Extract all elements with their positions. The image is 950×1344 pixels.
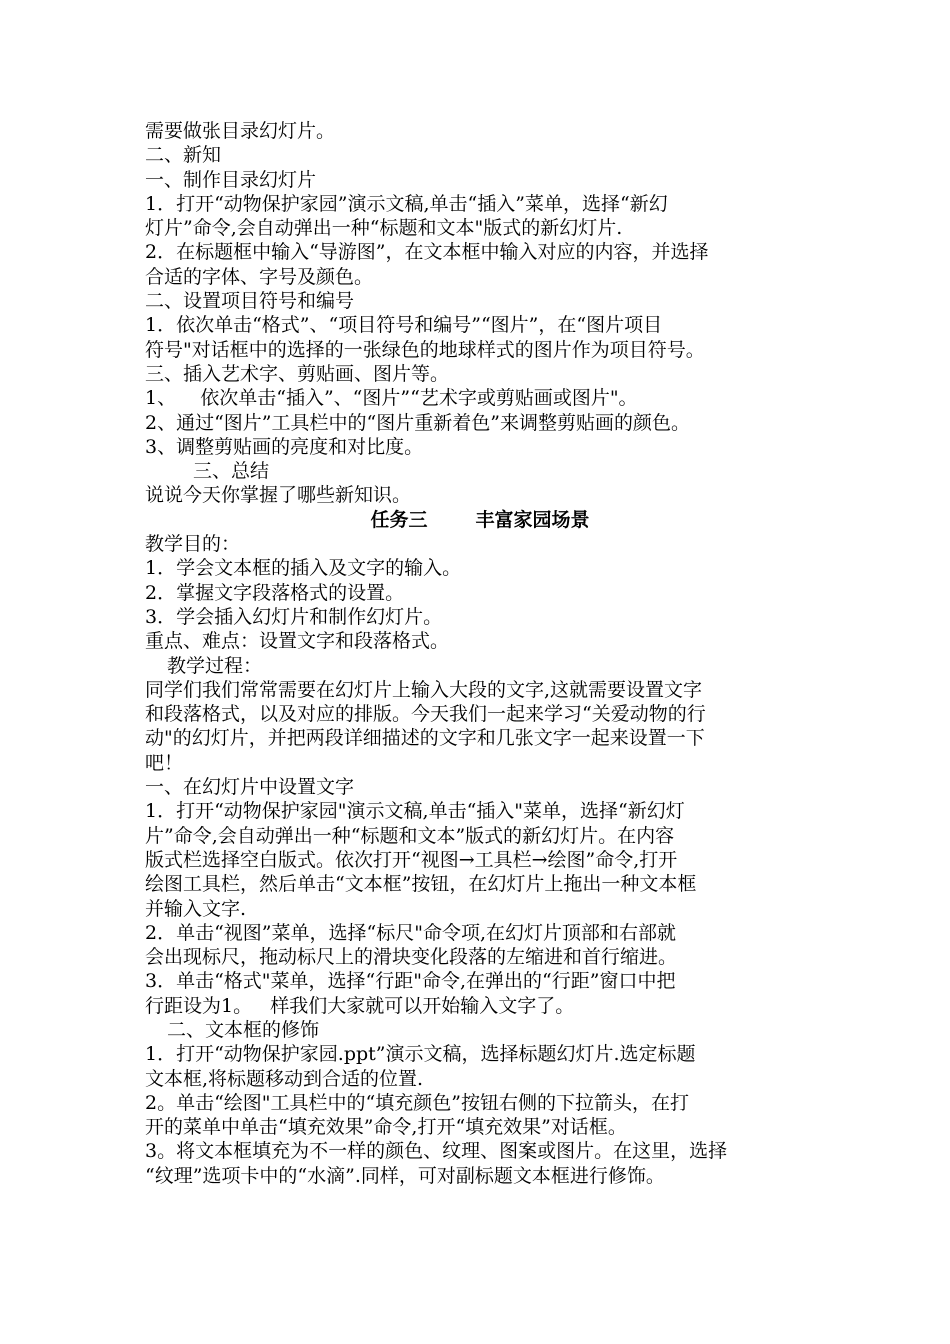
- task-title: [145, 508, 815, 532]
- text-line: 2．单击“视图”菜单，选择“标尺"命令项,在幻灯片顶部和右部就: [145, 921, 677, 944]
- text-line: 开的菜单中单击“填充效果”命令,打开“填充效果”对话框。: [145, 1116, 627, 1139]
- text-line: 合适的字体、字号及颜色。: [145, 265, 374, 288]
- text-line: 并输入文字.: [145, 897, 247, 920]
- text-line: 版式栏选择空白版式。依次打开“视图→工具栏→绘图”命令,打开: [145, 848, 678, 871]
- section-heading: 三、插入艺术字、剪贴画、图片等。: [145, 362, 450, 385]
- text-line: 片”命令,会自动弹出一种“标题和文本”版式的新幻灯片。在内容: [145, 824, 675, 847]
- section-heading: 一、制作目录幻灯片: [145, 168, 317, 191]
- text-line: 1、 依次单击“插入”、“图片”“艺术字或剪贴画或图片"。: [145, 387, 638, 410]
- text-line: 重点、难点：设置文字和段落格式。: [145, 630, 450, 653]
- section-heading: 二、文本框的修饰: [167, 1018, 320, 1041]
- text-line: “纹理”选项卡中的“水滴”.同样，可对副标题文本框进行修饰。: [145, 1164, 665, 1187]
- text-line: 吧！: [145, 751, 184, 774]
- text-line: 1．打开“动物保护家园.ppt”演示文稿，选择标题幻灯片.选定标题: [145, 1043, 696, 1066]
- section-heading: 三、总结: [193, 460, 270, 483]
- text-line: 行距设为1。 样我们大家就可以开始输入文字了。: [145, 994, 575, 1017]
- text-line: 和段落格式，以及对应的排版。今天我们一起来学习“关爱动物的行: [145, 703, 706, 726]
- text-line: 教学过程：: [167, 654, 263, 677]
- text-line: 会出现标尺，拖动标尺上的滑块变化段落的左缩进和首行缩进。: [145, 946, 678, 969]
- text-line: 说说今天你掌握了哪些新知识。: [145, 484, 412, 507]
- text-line: 1．打开“动物保护家园”演示文稿,单击“插入”菜单，选择“新幻: [145, 192, 668, 215]
- text-line: 1．学会文本框的插入及文字的输入。: [145, 557, 462, 580]
- section-heading: 一、在幻灯片中设置文字: [145, 776, 355, 799]
- text-line: 2．掌握文字段落格式的设置。: [145, 581, 405, 604]
- text-line: 3．单击“格式"菜单，选择“行距"命令,在弹出的“行距”窗口中把: [145, 970, 676, 993]
- document-page: [145, 119, 815, 1188]
- text-line: 2。单击“绘图"工具栏中的“填充颜色”按钮右侧的下拉箭头，在打: [145, 1091, 689, 1114]
- task-title-name: 丰富家园场景: [475, 508, 590, 531]
- text-line: 3、调整剪贴画的亮度和对比度。: [145, 435, 424, 458]
- text-line: 1．打开“动物保护家园"演示文稿,单击“插入"菜单，选择“新幻灯: [145, 800, 685, 823]
- text-line: 绘图工具栏，然后单击“文本框”按钮，在幻灯片上拖出一种文本框: [145, 873, 697, 896]
- text-line: 灯片”命令,会自动弹出一种“标题和文本"版式的新幻灯片.: [145, 217, 623, 240]
- task-title-number: 任务三: [370, 508, 428, 531]
- text-line: 1．依次单击“格式”、“项目符号和编号”“图片”，在“图片项目: [145, 314, 663, 337]
- text-line: 教学目的：: [145, 533, 241, 556]
- text-line: 文本框,将标题移动到合适的位置.: [145, 1067, 424, 1090]
- text-line: 符号"对话框中的选择的一张绿色的地球样式的图片作为项目符号。: [145, 338, 705, 361]
- text-line: 3。将文本框填充为不一样的颜色、纹理、图案或图片。在这里，选择: [145, 1140, 728, 1163]
- text-line: 动"的幻灯片，并把两段详细描述的文字和几张文字一起来设置一下: [145, 727, 705, 750]
- text-line: 2．在标题框中输入“导游图”，在文本框中输入对应的内容，并选择: [145, 241, 709, 264]
- text-line: 同学们我们常常需要在幻灯片上输入大段的文字,这就需要设置文字: [145, 678, 703, 701]
- section-heading: 二、设置项目符号和编号: [145, 290, 355, 313]
- text-line: 需要做张目录幻灯片。: [145, 120, 336, 142]
- section-heading: 二、新知: [145, 144, 222, 167]
- text-line: 2、通过“图片”工具栏中的“图片重新着色”来调整剪贴画的颜色。: [145, 411, 690, 434]
- text-line: 3．学会插入幻灯片和制作幻灯片。: [145, 605, 443, 628]
